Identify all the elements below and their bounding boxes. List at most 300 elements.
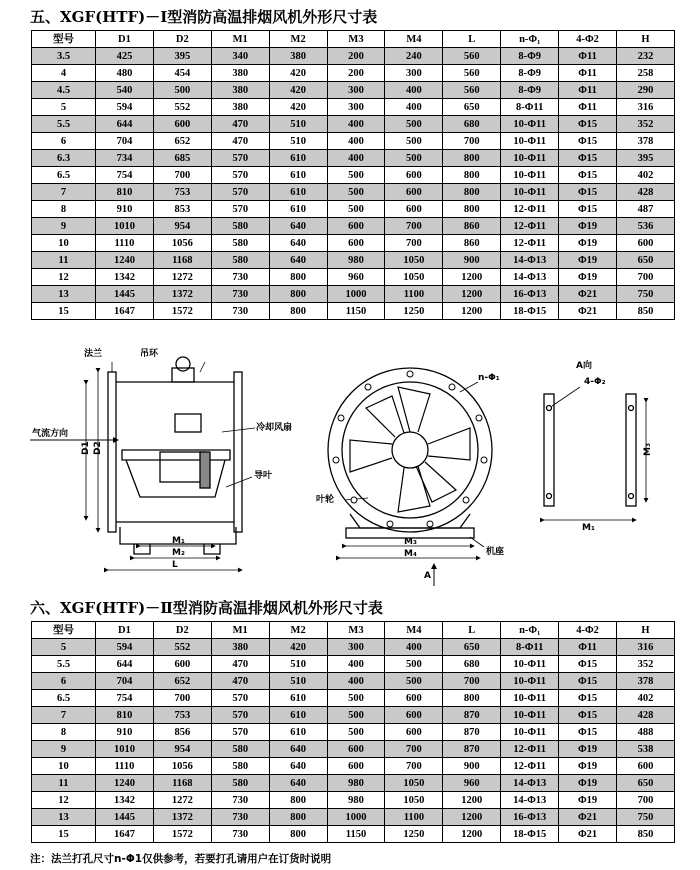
table-cell: 10-Φ11	[501, 724, 559, 741]
label-d1: D1	[81, 441, 91, 455]
table-cell: 600	[327, 741, 385, 758]
table-cell: 1445	[96, 809, 154, 826]
lifting-ring-eye	[176, 357, 190, 371]
table-cell: 640	[269, 252, 327, 269]
table-cell: 510	[269, 133, 327, 150]
table-cell: 594	[96, 99, 154, 116]
table-cell: 610	[269, 150, 327, 167]
table-row	[32, 269, 675, 286]
table-cell: 700	[385, 758, 443, 775]
table-cell: Φ19	[559, 741, 617, 758]
table-cell: 650	[617, 775, 675, 792]
table-cell: 1445	[96, 286, 154, 303]
table-cell: 6.3	[32, 150, 96, 167]
label-m1-side: M₁	[582, 523, 595, 533]
table-cell: 8-Φ9	[501, 82, 559, 99]
table-cell: 954	[153, 218, 211, 235]
table-cell: 425	[96, 48, 154, 65]
table-row	[32, 724, 675, 741]
table-cell: 730	[211, 269, 269, 286]
column-header: M3	[327, 622, 385, 639]
table-row	[32, 639, 675, 656]
table-cell: 652	[153, 133, 211, 150]
table-cell: 340	[211, 48, 269, 65]
column-header: M1	[211, 622, 269, 639]
table-cell: 1110	[96, 758, 154, 775]
table-cell: Φ11	[559, 65, 617, 82]
column-header: L	[443, 31, 501, 48]
table-cell: 12-Φ11	[501, 741, 559, 758]
table-cell: 10-Φ11	[501, 167, 559, 184]
table-cell: 10-Φ11	[501, 673, 559, 690]
table-cell: 14-Φ13	[501, 792, 559, 809]
table-cell: 1200	[443, 303, 501, 320]
table-cell: Φ11	[559, 639, 617, 656]
table-cell: 18-Φ15	[501, 303, 559, 320]
table-cell: 500	[385, 150, 443, 167]
table-cell: 3.5	[32, 48, 96, 65]
table-cell: 8	[32, 201, 96, 218]
table-cell: 1200	[443, 792, 501, 809]
table-cell: 536	[617, 218, 675, 235]
table-cell: 1050	[385, 252, 443, 269]
table-cell: 428	[617, 184, 675, 201]
table-cell: 800	[269, 303, 327, 320]
table-cell: 10-Φ11	[501, 690, 559, 707]
inner-casing-ring	[342, 382, 478, 518]
column-header: n-Φ₁	[501, 31, 559, 48]
table-header-row	[32, 31, 675, 48]
table-cell: 402	[617, 690, 675, 707]
column-header: H	[617, 31, 675, 48]
table-row	[32, 116, 675, 133]
table-cell: 14-Φ13	[501, 269, 559, 286]
column-header: M2	[269, 31, 327, 48]
table-cell: 570	[211, 724, 269, 741]
table-cell: 8-Φ11	[501, 639, 559, 656]
table-cell: Φ21	[559, 303, 617, 320]
table-cell: 910	[96, 724, 154, 741]
outer-flange-ring	[328, 368, 492, 532]
table-cell: 13	[32, 809, 96, 826]
table-cell: 5	[32, 639, 96, 656]
table-cell: Φ19	[559, 792, 617, 809]
table-cell: 487	[617, 201, 675, 218]
table-cell: 11	[32, 252, 96, 269]
table-cell: 810	[96, 707, 154, 724]
table-cell: 6.5	[32, 167, 96, 184]
column-header: L	[443, 622, 501, 639]
motor-box	[175, 414, 201, 432]
table-cell: Φ21	[559, 286, 617, 303]
table-cell: 400	[327, 150, 385, 167]
table-cell: 1372	[153, 286, 211, 303]
table-cell: 730	[211, 826, 269, 843]
table-cell: 610	[269, 184, 327, 201]
label-4-phi2: 4-Φ₂	[584, 377, 606, 387]
table-cell: Φ19	[559, 775, 617, 792]
table-cell: 570	[211, 690, 269, 707]
outlet-flange	[234, 372, 242, 532]
table-cell: 800	[443, 690, 501, 707]
table-cell: 640	[269, 235, 327, 252]
table-row	[32, 252, 675, 269]
table-cell: 610	[269, 201, 327, 218]
table-cell: 600	[385, 184, 443, 201]
table-cell: Φ15	[559, 167, 617, 184]
table-cell: 1647	[96, 303, 154, 320]
table-cell: 954	[153, 741, 211, 758]
table-cell: 960	[443, 775, 501, 792]
table-cell: 860	[443, 218, 501, 235]
table-cell: 610	[269, 690, 327, 707]
table-cell: 15	[32, 826, 96, 843]
spec-table-type-2	[31, 621, 675, 843]
table-cell: Φ15	[559, 690, 617, 707]
table-cell: 910	[96, 201, 154, 218]
table-cell: 9	[32, 218, 96, 235]
side-view	[30, 357, 255, 570]
table-cell: 730	[211, 809, 269, 826]
table-cell: 395	[617, 150, 675, 167]
base-foot-right	[204, 544, 220, 554]
table-cell: Φ15	[559, 707, 617, 724]
table-cell: 200	[327, 48, 385, 65]
table-cell: 380	[211, 99, 269, 116]
flange-bolt-holes	[333, 371, 487, 527]
column-header: 4-Φ2	[559, 622, 617, 639]
table-cell: 600	[617, 758, 675, 775]
table-cell: 644	[96, 656, 154, 673]
table-cell: 600	[153, 116, 211, 133]
motor	[160, 452, 206, 482]
column-header: M1	[211, 31, 269, 48]
table-cell: 600	[327, 758, 385, 775]
table-cell: 6	[32, 673, 96, 690]
table-row	[32, 775, 675, 792]
table-cell: 734	[96, 150, 154, 167]
column-header: D2	[153, 622, 211, 639]
table-cell: 700	[443, 673, 501, 690]
table-cell: 600	[385, 690, 443, 707]
table-cell: 754	[96, 690, 154, 707]
table-cell: 860	[443, 235, 501, 252]
table-cell: 300	[327, 99, 385, 116]
table-cell: 380	[211, 639, 269, 656]
table-cell: 730	[211, 792, 269, 809]
table-cell: 1050	[385, 792, 443, 809]
table-cell: 570	[211, 201, 269, 218]
table-cell: 1100	[385, 286, 443, 303]
table-cell: 900	[443, 758, 501, 775]
table2-title: 六、XGF(HTF)－Ⅱ型消防高温排烟风机外形尺寸表	[30, 599, 383, 617]
table-cell: 10-Φ11	[501, 656, 559, 673]
table-row	[32, 201, 675, 218]
table-cell: 200	[327, 65, 385, 82]
label-m1: M₁	[172, 536, 185, 546]
table-cell: 12-Φ11	[501, 758, 559, 775]
label-m4: M₄	[404, 549, 417, 559]
table-cell: 650	[443, 639, 501, 656]
label-base: 机座	[486, 547, 505, 557]
table-cell: Φ11	[559, 48, 617, 65]
column-header: 型号	[32, 31, 96, 48]
table-cell: Φ15	[559, 673, 617, 690]
table-cell: 1110	[96, 235, 154, 252]
table-cell: Φ15	[559, 133, 617, 150]
label-airflow: 气流方向	[32, 429, 69, 439]
column-header: M3	[327, 31, 385, 48]
table-cell: 640	[269, 218, 327, 235]
table-cell: 352	[617, 656, 675, 673]
table-cell: 470	[211, 133, 269, 150]
table-cell: Φ15	[559, 116, 617, 133]
table-cell: 1056	[153, 758, 211, 775]
column-header: M4	[385, 622, 443, 639]
table-cell: 960	[327, 269, 385, 286]
table-cell: 800	[269, 826, 327, 843]
table-cell: 580	[211, 218, 269, 235]
table-cell: 6.5	[32, 690, 96, 707]
inlet-flange	[108, 372, 116, 532]
table-row	[32, 82, 675, 99]
table-cell: 9	[32, 741, 96, 758]
table-cell: 7	[32, 184, 96, 201]
table-cell: 420	[269, 82, 327, 99]
column-header: H	[617, 622, 675, 639]
table-cell: 1200	[443, 286, 501, 303]
label-impeller: 叶轮	[316, 495, 335, 505]
table-cell: 10	[32, 235, 96, 252]
table-row	[32, 150, 675, 167]
table-cell: 16-Φ13	[501, 286, 559, 303]
table-cell: 870	[443, 707, 501, 724]
table-cell: 850	[617, 826, 675, 843]
table-cell: 500	[385, 656, 443, 673]
table-cell: 1010	[96, 218, 154, 235]
table-cell: 1200	[443, 826, 501, 843]
table-cell: 800	[269, 809, 327, 826]
table-cell: 980	[327, 775, 385, 792]
table-cell: 316	[617, 99, 675, 116]
table-row	[32, 690, 675, 707]
table-cell: 700	[153, 690, 211, 707]
table-cell: 750	[617, 809, 675, 826]
table-row	[32, 167, 675, 184]
table-cell: 1100	[385, 809, 443, 826]
table-cell: 500	[385, 116, 443, 133]
table-cell: 800	[443, 201, 501, 218]
table-cell: 510	[269, 116, 327, 133]
table-cell: 1150	[327, 303, 385, 320]
table-cell: 1272	[153, 792, 211, 809]
table-cell: 378	[617, 673, 675, 690]
table-cell: 700	[385, 218, 443, 235]
table-cell: 8-Φ9	[501, 65, 559, 82]
table-cell: 800	[443, 150, 501, 167]
table-cell: 644	[96, 116, 154, 133]
label-m3: M₃	[404, 537, 417, 547]
table-cell: 12-Φ11	[501, 218, 559, 235]
table-cell: 470	[211, 656, 269, 673]
table-cell: 685	[153, 150, 211, 167]
table-cell: 232	[617, 48, 675, 65]
table-cell: 1342	[96, 269, 154, 286]
label-flange: 法兰	[84, 349, 103, 359]
table-cell: 580	[211, 741, 269, 758]
spec-table-type-1	[31, 30, 675, 320]
table-cell: 800	[269, 269, 327, 286]
table-cell: 10	[32, 758, 96, 775]
table-cell: 610	[269, 724, 327, 741]
table-cell: 400	[385, 82, 443, 99]
table-cell: 12-Φ11	[501, 235, 559, 252]
table-cell: 1572	[153, 826, 211, 843]
table-cell: 853	[153, 201, 211, 218]
table-cell: 900	[443, 252, 501, 269]
table-cell: 1050	[385, 775, 443, 792]
label-l: L	[172, 560, 178, 570]
table-cell: 1168	[153, 252, 211, 269]
table-cell: 300	[327, 639, 385, 656]
table-row	[32, 809, 675, 826]
table-cell: 800	[269, 792, 327, 809]
table-cell: 12	[32, 269, 96, 286]
table-cell: 700	[385, 741, 443, 758]
table-cell: 600	[153, 656, 211, 673]
table-row	[32, 235, 675, 252]
table-cell: 870	[443, 741, 501, 758]
table-cell: Φ19	[559, 252, 617, 269]
table-cell: 1200	[443, 809, 501, 826]
table-cell: 378	[617, 133, 675, 150]
table-cell: 8	[32, 724, 96, 741]
table-cell: Φ15	[559, 201, 617, 218]
table-cell: 594	[96, 639, 154, 656]
table-cell: 1000	[327, 809, 385, 826]
table-cell: 10-Φ11	[501, 184, 559, 201]
table-cell: 8-Φ9	[501, 48, 559, 65]
table-cell: 395	[153, 48, 211, 65]
table-cell: Φ15	[559, 184, 617, 201]
table-cell: 640	[269, 775, 327, 792]
table-cell: 380	[211, 82, 269, 99]
table-cell: 570	[211, 184, 269, 201]
table-cell: 300	[385, 65, 443, 82]
table-row	[32, 707, 675, 724]
impeller-blades	[350, 387, 470, 512]
table-cell: 13	[32, 286, 96, 303]
label-n-phi1: n-Φ₁	[478, 373, 500, 383]
table-row	[32, 218, 675, 235]
table-cell: 570	[211, 707, 269, 724]
table-cell: 1250	[385, 303, 443, 320]
table-cell: 10-Φ11	[501, 116, 559, 133]
column-header: D1	[96, 622, 154, 639]
table-cell: 700	[153, 167, 211, 184]
table-cell: 750	[617, 286, 675, 303]
table-cell: 8-Φ11	[501, 99, 559, 116]
table-cell: 1372	[153, 809, 211, 826]
table-cell: 510	[269, 673, 327, 690]
table-cell: Φ11	[559, 99, 617, 116]
table-cell: Φ19	[559, 218, 617, 235]
column-header: n-Φ₁	[501, 622, 559, 639]
table-cell: 500	[327, 690, 385, 707]
table-cell: 1272	[153, 269, 211, 286]
table-cell: 400	[327, 656, 385, 673]
table-row	[32, 792, 675, 809]
table-cell: 680	[443, 116, 501, 133]
table-cell: 7	[32, 707, 96, 724]
table-cell: Φ21	[559, 809, 617, 826]
table-cell: 600	[385, 167, 443, 184]
table-cell: 400	[327, 133, 385, 150]
table-cell: 552	[153, 99, 211, 116]
table-cell: 16-Φ13	[501, 809, 559, 826]
label-d2: D2	[93, 441, 103, 455]
table-row	[32, 184, 675, 201]
table-cell: 800	[443, 184, 501, 201]
label-view-a: A向	[576, 361, 592, 371]
table-cell: 1647	[96, 826, 154, 843]
table-cell: 10-Φ11	[501, 707, 559, 724]
hub	[392, 432, 428, 468]
table-cell: 400	[385, 99, 443, 116]
column-header: 4-Φ2	[559, 31, 617, 48]
table-row	[32, 303, 675, 320]
table-cell: 400	[385, 639, 443, 656]
table-cell: 570	[211, 167, 269, 184]
table-cell: 570	[211, 150, 269, 167]
table-cell: 640	[269, 758, 327, 775]
table-cell: Φ11	[559, 82, 617, 99]
footnote: 注：法兰打孔尺寸n-Φ1仅供参考，若要打孔请用户在订货时说明	[30, 853, 332, 865]
label-lifting-ring: 吊环	[140, 349, 159, 359]
table-cell: Φ21	[559, 826, 617, 843]
table-cell: 600	[617, 235, 675, 252]
table-cell: 560	[443, 48, 501, 65]
table-cell: 800	[269, 286, 327, 303]
table-cell: 258	[617, 65, 675, 82]
table-row	[32, 673, 675, 690]
table-cell: 420	[269, 639, 327, 656]
table-cell: 754	[96, 167, 154, 184]
table-cell: 704	[96, 133, 154, 150]
table-cell: 730	[211, 286, 269, 303]
table-cell: Φ19	[559, 269, 617, 286]
table-row	[32, 99, 675, 116]
table-cell: 600	[385, 707, 443, 724]
table-cell: 15	[32, 303, 96, 320]
table-row	[32, 758, 675, 775]
table-cell: 650	[617, 252, 675, 269]
table-cell: 428	[617, 707, 675, 724]
table-cell: 500	[385, 673, 443, 690]
table-cell: 700	[617, 792, 675, 809]
table-cell: 552	[153, 639, 211, 656]
label-guide-vane: 导叶	[254, 471, 273, 481]
table-cell: 18-Φ15	[501, 826, 559, 843]
table-cell: 12-Φ11	[501, 201, 559, 218]
table-cell: 316	[617, 639, 675, 656]
table-cell: 980	[327, 252, 385, 269]
table-cell: 402	[617, 167, 675, 184]
table-cell: 800	[443, 167, 501, 184]
table-cell: 14-Φ13	[501, 252, 559, 269]
column-header: 型号	[32, 622, 96, 639]
table-cell: 400	[327, 116, 385, 133]
